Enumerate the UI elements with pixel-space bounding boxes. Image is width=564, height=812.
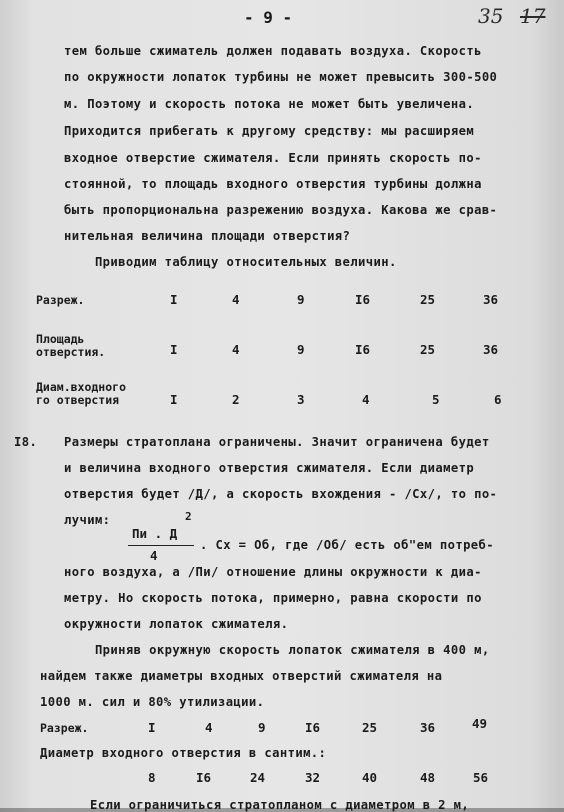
table2-cell: 48 (420, 770, 436, 785)
formula-exponent: 2 (185, 510, 192, 523)
table2-cell: I6 (305, 720, 321, 735)
table2-cell: 4 (205, 720, 213, 735)
table1-cell: I6 (355, 292, 371, 307)
table2-row-label: Разреж. (40, 721, 89, 735)
text-line: Приводим таблицу относительных величин. (64, 255, 397, 269)
section-number: I8. (14, 435, 38, 449)
table2-cell: 25 (362, 720, 378, 735)
table1-cell: 25 (420, 292, 436, 307)
formula-numerator: Пи . Д (132, 526, 178, 541)
table2-cell: 49 (472, 716, 488, 731)
text-line: Приняв окружную скорость лопаток сжимателя в 400 м, (64, 643, 490, 657)
table1-cell: 4 (232, 342, 240, 357)
page-number: - 9 - (244, 8, 293, 27)
formula-denominator: 4 (150, 548, 158, 563)
scan-bottom-edge (0, 808, 564, 812)
table2-cell: 24 (250, 770, 266, 785)
text-line: и величина входного отверстия сжимателя. Если диаметр (64, 461, 475, 475)
handwritten-page-number-struck: 17 (520, 4, 546, 28)
text-line: нительная величина площади отверстия? (64, 229, 351, 243)
table1-cell: 4 (362, 392, 370, 407)
text-line: ного воздуха, а /Пи/ отношение длины окружности к диа- (64, 565, 482, 579)
table1-cell: 4 (232, 292, 240, 307)
table1-cell: 5 (432, 392, 440, 407)
table2-cell: 40 (362, 770, 378, 785)
formula-text: . Сх = Об, где /Об/ есть об"ем потреб- (200, 538, 495, 552)
fraction-line (128, 545, 194, 546)
table1-cell: 9 (297, 292, 305, 307)
table2-cell: 8 (148, 770, 156, 785)
text-line: окружности лопаток сжимателя. (64, 617, 289, 631)
table2-cell: 32 (305, 770, 321, 785)
table1-cell: I (170, 292, 178, 307)
table1-cell: 6 (494, 392, 502, 407)
table1-cell: 36 (483, 292, 499, 307)
text-line: входное отверстие сжимателя. Если принять скорость по- (64, 151, 482, 165)
table1-row-label: Площадь отверстия. (36, 332, 106, 359)
table2-cell: 36 (420, 720, 436, 735)
table2-cell: I (148, 720, 156, 735)
text-line: Если ограничиться стратопланом с диаметром в 2 м, (90, 798, 470, 812)
text-line: Размеры стратоплана ограничены. Значит ограничена будет (64, 435, 490, 449)
table1-cell: I6 (355, 342, 371, 357)
text-line: стоянной, то площадь входного отверстия турбины должна (64, 177, 482, 191)
table1-row-label: Диам.входного го отверстия (36, 380, 127, 407)
text-line: тем больше сжиматель должен подавать воздуха. Скорость (64, 44, 482, 58)
table1-cell: 9 (297, 342, 305, 357)
text-line: найдем также диаметры входных отверстий сжимателя на (40, 669, 443, 683)
text-line: по окружности лопаток турбины не может превысить 300-500 (64, 70, 498, 84)
text-line: быть пропорциональна разрежению воздуха. Какова же срав- (64, 203, 498, 217)
table1-row-label: Разреж. (36, 293, 85, 307)
table1-cell: I (170, 342, 178, 357)
table1-cell: 25 (420, 342, 436, 357)
handwritten-page-number: 35 (478, 4, 504, 28)
table1-cell: 36 (483, 342, 499, 357)
text-line: Приходится прибегать к другому средству: мы расширяем (64, 124, 475, 138)
table2-cell: I6 (196, 770, 212, 785)
table1-cell: 3 (297, 392, 305, 407)
table1-cell: I (170, 392, 178, 407)
table2-cell: 9 (258, 720, 266, 735)
table2-row-label: Диаметр входного отверстия в сантим.: (40, 746, 327, 760)
text-line: лучим: (64, 513, 111, 527)
text-line: метру. Но скорость потока, примерно, равна скорости по (64, 591, 482, 605)
text-line: м. Поэтому и скорость потока не может быть увеличена. (64, 97, 475, 111)
text-line: 1000 м. сил и 80% утилизации. (40, 695, 265, 709)
table1-cell: 2 (232, 392, 240, 407)
text-line: отверстия будет /Д/, а скорость вхождения - /Сх/, то по- (64, 487, 498, 501)
table2-cell: 56 (473, 770, 489, 785)
